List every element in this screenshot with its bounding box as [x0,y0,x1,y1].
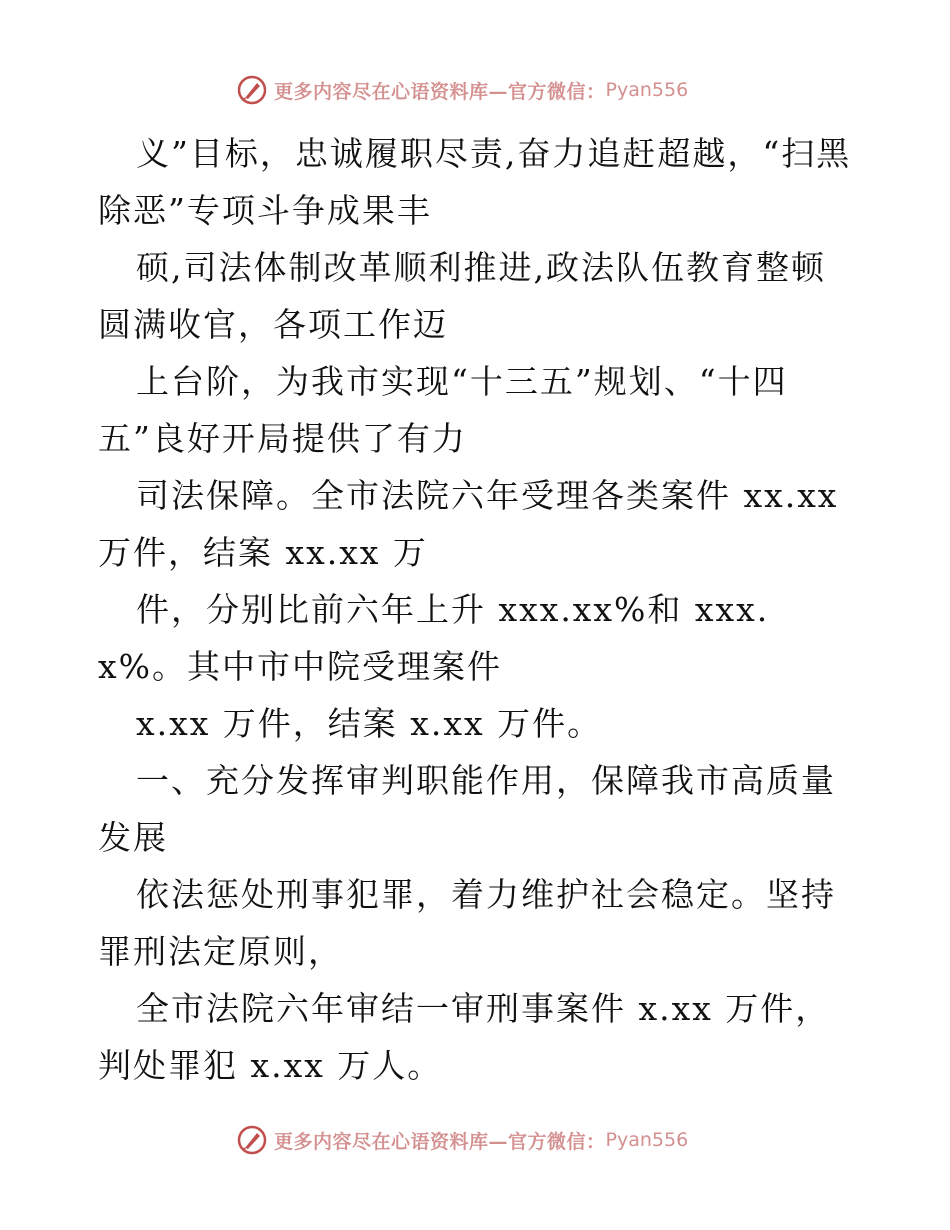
header-banner [236,73,688,107]
quill-logo-icon [236,74,268,106]
footer-banner [236,1123,688,1157]
section-heading: 一、充分发挥审判职能作用，保障我市高质量发展 [98,761,836,857]
paragraph: 司法保障。全市法院六年受理各类案件 xx.xx 万件，结案 xx.xx 万 [98,476,839,572]
paragraph: x.xx 万件，结案 x.xx 万件。 [136,704,603,743]
banner-text: 更多内容尽在心语资料库—官方微信： [274,1130,606,1153]
banner-text: 更多内容尽在心语资料库—官方微信： [274,80,606,103]
paragraph: 依法惩处刑事犯罪，着力维护社会稳定。坚持罪刑法定原则， [98,875,836,971]
paragraph: 硕,司法体制改革顺利推进,政法队伍教育整顿圆满收官，各项工作迈 [98,248,826,344]
banner-wechat-handle: Pyan556 [605,79,689,101]
paragraph: 全市法院六年审结一审刑事案件 x.xx 万件，判处罪犯 x.xx 万人。 [98,989,831,1085]
paragraph: 件，分别比前六年上升 xxx.xx%和 xxx.x%。其中市中院受理案件 [98,590,770,686]
paragraph: 义”目标，忠诚履职尽责,奋力追赶超越，“扫黑除恶”专项斗争成果丰 [98,134,852,230]
banner-wechat-handle: Pyan556 [605,1129,689,1151]
document-body [98,125,858,1094]
paragraph: 上台阶，为我市实现“十三五”规划、“十四五”良好开局提供了有力 [98,362,788,458]
quill-logo-icon [236,1124,268,1156]
